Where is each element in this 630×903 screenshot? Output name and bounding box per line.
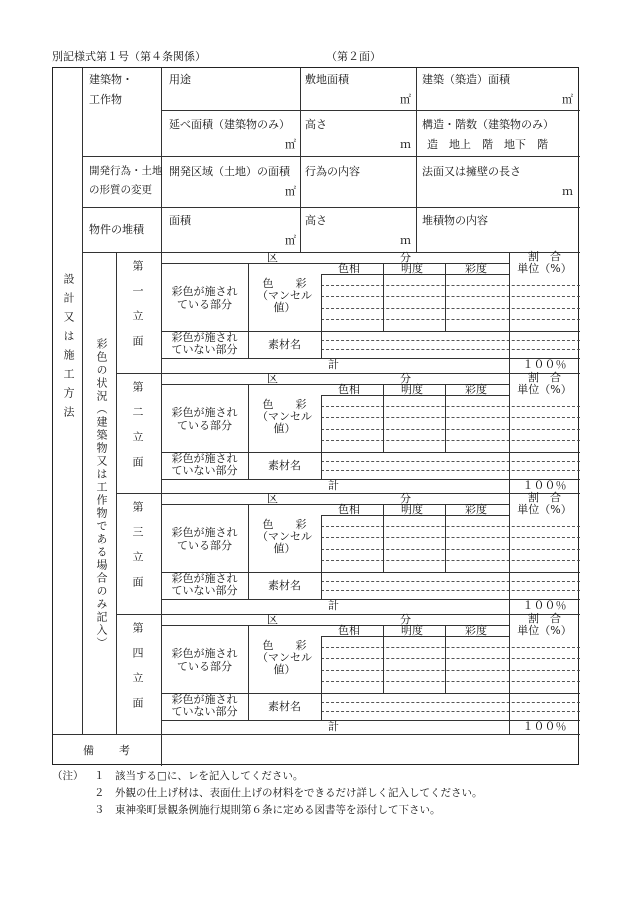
total-percent: １００％ (522, 599, 567, 612)
colored-part-label: 彩色が施され ている部分 (171, 285, 238, 311)
hue-header: 色相 (338, 503, 360, 516)
material-label: 素材名 (268, 699, 301, 713)
facade-label: 第二立面 (131, 380, 144, 481)
munsell-label: 色 彩 （マンセル 値） (257, 397, 312, 435)
floor-area-label: 延べ面積（建築物のみ） (169, 118, 290, 131)
pile-area-label: 面積 (169, 214, 191, 227)
total-label: 計 (328, 599, 339, 612)
note-item: ３ 東神楽町景観条例施行規則第６条に定める図書等を添付して下さい。 (94, 804, 441, 816)
ratio-header: 割 合 単位（%） (517, 250, 572, 275)
chroma-header: 彩度 (465, 382, 487, 396)
height-label: 高さ (305, 118, 327, 131)
division-label-ku: 区 (267, 371, 278, 385)
facade-label: 第四立面 (131, 621, 144, 722)
total-percent: １００％ (522, 358, 567, 371)
colored-part-label: 彩色が施され ている部分 (171, 405, 238, 432)
colored-part-label: 彩色が施され ている部分 (171, 526, 238, 552)
value-header: 明度 (401, 262, 423, 275)
structure-label: 構造・階数（建築物のみ） (422, 118, 554, 131)
value-header: 明度 (401, 382, 423, 396)
ratio-header: 割 合 単位（%） (517, 491, 572, 516)
building-area-unit: ㎡ (562, 93, 573, 106)
notes-label: （注） (52, 770, 84, 782)
chroma-header: 彩度 (465, 503, 487, 516)
floor-area-unit: ㎡ (285, 138, 296, 151)
ratio-header: 割 合 単位（%） (517, 370, 572, 396)
facade-label: 第一立面 (131, 260, 144, 360)
chroma-header: 彩度 (465, 623, 487, 637)
site-area-label: 敷地面積 (305, 73, 349, 86)
uncolored-part-label: 彩色が施され ていない部分 (171, 572, 238, 597)
act-content-label: 行為の内容 (305, 165, 360, 178)
site-area-unit: ㎡ (400, 93, 411, 106)
division-label-ku: 区 (267, 492, 278, 505)
total-percent: １００％ (522, 478, 567, 492)
material-label: 素材名 (268, 338, 301, 351)
division-label-bun: 分 (400, 492, 411, 505)
material-label: 素材名 (268, 579, 301, 592)
height-unit: ｍ (400, 138, 411, 151)
munsell-label: 色 彩 （マンセル 値） (257, 638, 312, 676)
total-label: 計 (328, 719, 339, 733)
division-label-bun: 分 (400, 251, 411, 264)
development-area-label: 開発区域（土地）の面積 (169, 165, 290, 178)
side-title: 設計又は施工方法 (62, 273, 75, 425)
note-item: １ 該当する□に、レを記入してください。 (94, 770, 304, 782)
building-label: 建築物・ 工作物 (89, 73, 133, 106)
total-percent: １００％ (522, 719, 567, 733)
slope-length-unit: ｍ (562, 185, 573, 198)
development-area-unit: ㎡ (285, 185, 296, 198)
division-label-bun: 分 (400, 371, 411, 385)
application-form (52, 67, 579, 765)
development-label: 開発行為・土地 の形質の変更 (89, 165, 163, 196)
total-label: 計 (328, 358, 339, 371)
slope-length-label: 法面又は擁壁の長さ (422, 165, 521, 178)
use-label: 用途 (169, 73, 191, 86)
page-number: （第２面） (326, 50, 381, 63)
uncolored-part-label: 彩色が施され ていない部分 (171, 451, 238, 477)
division-label-ku: 区 (267, 612, 278, 626)
pile-content-label: 堆積物の内容 (422, 214, 488, 227)
pile-area-unit: ㎡ (285, 234, 296, 247)
division-label-ku: 区 (267, 251, 278, 264)
uncolored-part-label: 彩色が施され ていない部分 (171, 331, 238, 356)
material-label: 素材名 (268, 458, 301, 472)
total-label: 計 (328, 478, 339, 492)
division-label-bun: 分 (400, 612, 411, 626)
munsell-label: 色 彩 （マンセル 値） (257, 277, 312, 314)
pile-height-label: 高さ (305, 214, 327, 227)
facade-label: 第三立面 (131, 501, 144, 601)
hue-header: 色相 (338, 382, 360, 396)
color-status-title: 彩色の状況（建築物又は工作物である場合のみ記入） (95, 338, 108, 650)
munsell-label: 色 彩 （マンセル 値） (257, 518, 312, 555)
hue-header: 色相 (338, 623, 360, 637)
value-header: 明度 (401, 503, 423, 516)
colored-part-label: 彩色が施され ている部分 (171, 646, 238, 673)
pile-height-unit: ｍ (400, 234, 411, 247)
form-number: 別記様式第１号（第４条関係） (52, 50, 206, 63)
note-item: ２ 外観の仕上げ材は、表面仕上げの材料をできるだけ詳しく記入してください。 (94, 787, 483, 799)
pile-label: 物件の堆積 (89, 223, 144, 236)
building-area-label: 建築（築造）面積 (422, 73, 510, 86)
value-header: 明度 (401, 623, 423, 637)
chroma-header: 彩度 (465, 262, 487, 275)
ratio-header: 割 合 単位（%） (517, 611, 572, 637)
uncolored-part-label: 彩色が施され ていない部分 (171, 692, 238, 718)
floors-label: 造 地上 階 地下 階 (427, 138, 548, 151)
remarks-label: 備 考 (83, 744, 131, 757)
hue-header: 色相 (338, 262, 360, 275)
